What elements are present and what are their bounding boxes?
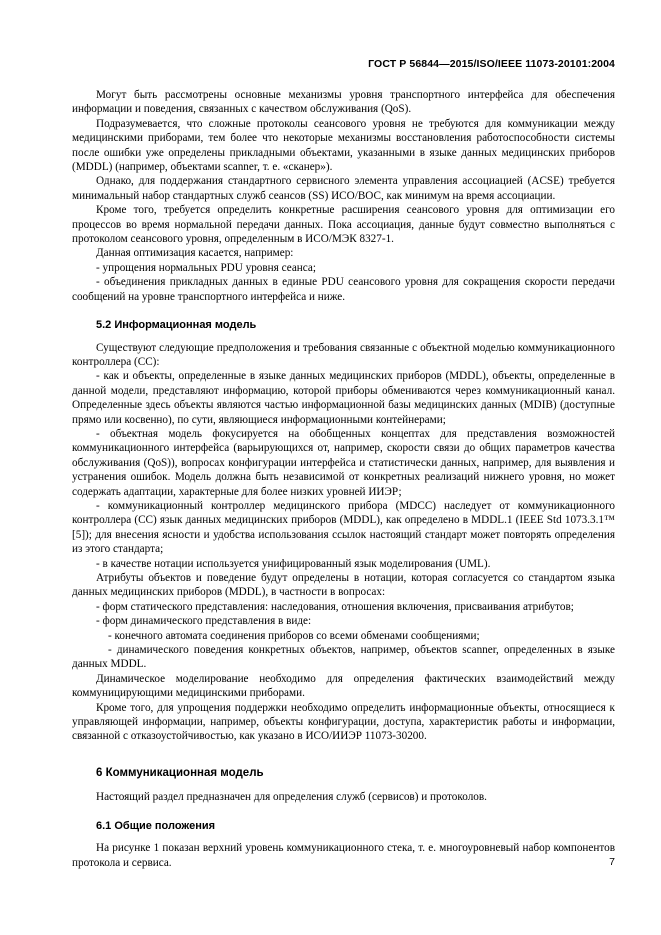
list-item: - в качестве нотации используется унифицированный язык моделирования (UML). — [96, 557, 491, 570]
document-body — [72, 88, 615, 870]
paragraph: Настоящий раздел предназначен для определения служб (сервисов) и протоколов. — [96, 791, 487, 804]
spacer — [72, 780, 615, 790]
paragraph: Однако, для поддержания стандартного сервисного элемента управления ассоциацией (ACSE) требуется минимальный набор стандартных служб сеансов (SS) ИСО/ВОС, как минимум на время ассоциации. — [72, 175, 615, 202]
list-item: - объединения прикладных данных в единые PDU сеансового уровня для сокращения скорости передачи сообщений на уровне транспортного интерфейса и ниже. — [72, 276, 615, 303]
paragraph: Данная оптимизация касается, например: — [96, 247, 294, 260]
paragraph: Кроме того, для упрощения поддержки необходимо определить информационные объекты, относящиеся к управляющей информации, например, объекты конфигурации, доступа, характеристик работы и информации, связанной с отказоустойчивостью, как указано в ИСО/ИИЭР 11073-30200. — [72, 701, 615, 743]
list-item: - коммуникационный контроллер медицинского прибора (MDCC) наследует от коммуникационного контроллера (CC) язык данных медицинских приборов (MDDL), как определено в MDDL.1 (IEEE Std 1073.3.1™ [5]); для внесения ясности и удобства использования ссылок настоящий стандарт может повторять определения из этого стандарта; — [72, 499, 615, 556]
list-item: - как и объекты, определенные в языке данных медицинских приборов (MDDL), объекты, определенные в данной модели, представляют информацию, которой приборы обмениваются через коммуникационный канал. Определенные здесь объекты являются частью информационной базы медицинских данных (MDIB) (доступные прямо или косвенно), по сути, являющиеся информационными контейнерами; — [72, 370, 615, 426]
list-item: - динамического поведения конкретных объектов, например, объектов scanner, определенных в языке данных MDDL. — [72, 644, 615, 671]
paragraph: Динамическое моделирование необходимо для определения фактических взаимодействий между коммуницирующими медицинскими приборами. — [72, 672, 615, 700]
spacer — [72, 833, 615, 841]
spacer — [72, 744, 615, 766]
list-item: - конечного автомата соединения приборов со всеми обменами сообщениями; — [108, 629, 480, 642]
page-number: 7 — [609, 856, 615, 868]
paragraph: Существуют следующие предположения и требования связанные с объектной моделью коммуникационного контроллера (CC): — [72, 341, 615, 368]
paragraph: На рисунке 1 показан верхний уровень коммуникационного стека, т. е. многоуровневый набор компонентов протокола и сервиса. — [72, 842, 615, 869]
list-item: - форм статического представления: наследования, отношения включения, присваивания атрибутов; — [96, 600, 574, 613]
spacer — [72, 304, 615, 318]
list-item: - форм динамического представления в виде: — [96, 615, 312, 628]
paragraph: Кроме того, требуется определить конкретные расширения сеансового уровня для оптимизации его процессов во время нормальной передачи данных. Пока ассоциация, данные будут совместно выполняться с протоколом сеансового уровня, определенным в ИСО/МЭК 8327-1. — [72, 204, 615, 246]
paragraph: Подразумевается, что сложные протоколы сеансового уровня не требуются для коммуникации между медицинскими приборами, тем более что некоторые механизмы восстановления работоспособности системы после ошибки уже определены прикладными объектами, указанными в языке данных медицинских приборов (MDDL) (например, объектами scanner, т. е. «сканер»). — [72, 117, 615, 174]
list-item: - упрощения нормальных PDU уровня сеанса; — [96, 261, 316, 274]
section-heading-5-2: 5.2 Информационная модель — [96, 319, 257, 332]
list-item: - объектная модель фокусируется на обобщенных концептах для представления возможностей коммуникационного интерфейса (варьирующихся от, например, скорости связи до общих параметров качества обслуживания (QoS)), вопросах конфигурации интерфейса и статистически данных, например, для выявления и устранения ошибок. Модель должна быть независимой от конкретных реализаций нижнего уровня, но может содержать адаптации, характерные для более низких уровней ИИЭР; — [72, 427, 615, 498]
spacer — [72, 333, 615, 341]
page-header: ГОСТ Р 56844—2015/ISO/IEEE 11073-20101:2004 — [368, 58, 615, 70]
section-heading-6: 6 Коммуникационная модель — [96, 766, 264, 779]
paragraph: Атрибуты объектов и поведение будут определены в нотации, которая согласуется со стандартом языка данных медицинских приборов (MDDL), в частности в вопросах: — [72, 572, 615, 599]
spacer — [72, 805, 615, 819]
section-heading-6-1: 6.1 Общие положения — [96, 819, 216, 832]
paragraph: Могут быть рассмотрены основные механизмы уровня транспортного интерфейса для обеспечения информации и поведения, связанных с качеством обслуживания (QoS). — [72, 89, 615, 116]
